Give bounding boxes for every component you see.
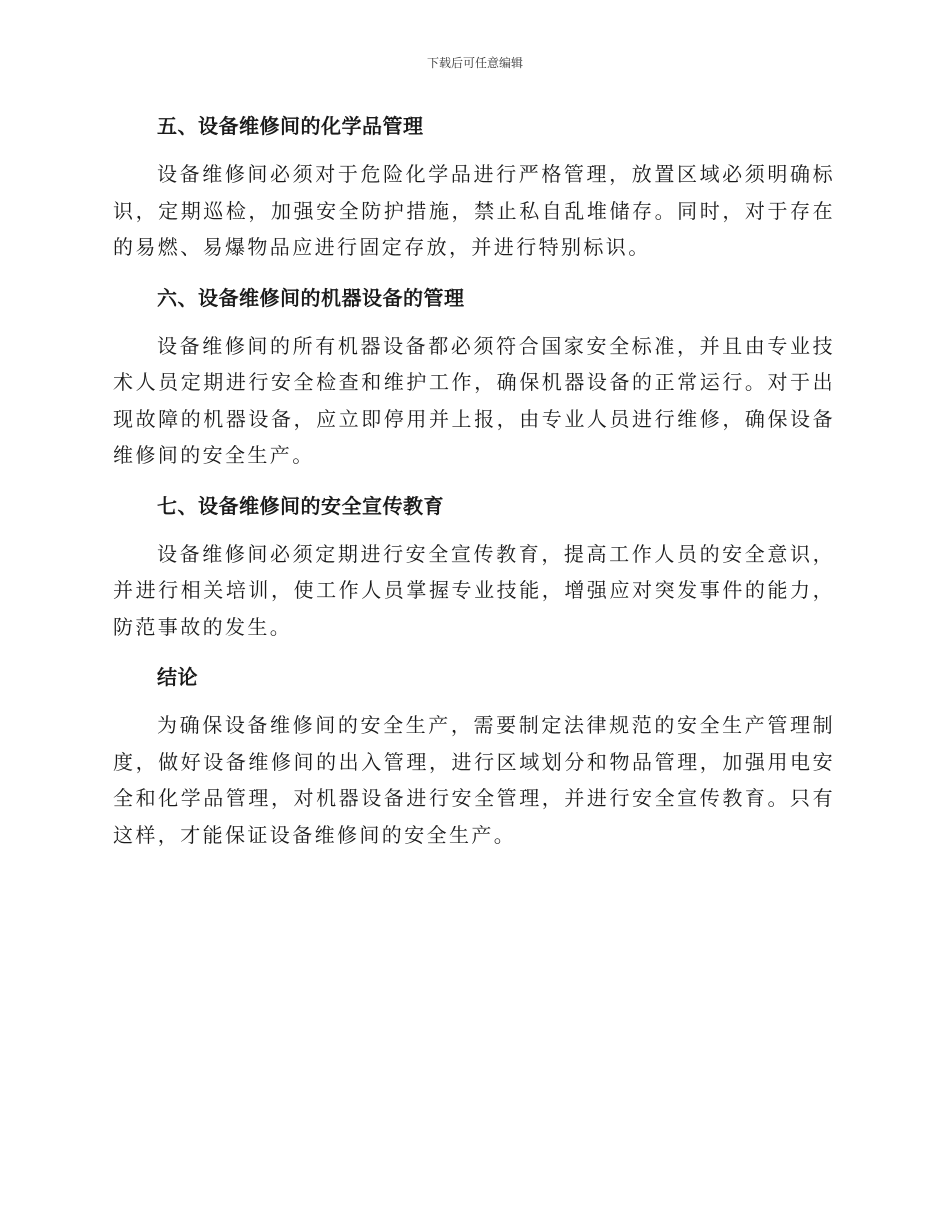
section-paragraph: 为确保设备维修间的安全生产，需要制定法律规范的安全生产管理制度，做好设备维修间的出入管理，进行区域划分和物品管理，加强用电安全和化学品管理，对机器设备进行安全管理，并进行安全宣传教育。只有这样，才能保证设备维修间的安全生产。 xyxy=(113,713,835,847)
section-safety-education xyxy=(113,488,835,646)
page-header-note: 下载后可任意编辑 xyxy=(426,56,523,70)
section-machine-management xyxy=(113,280,835,474)
section-heading: 结论 xyxy=(157,665,198,689)
section-paragraph: 设备维修间的所有机器设备都必须符合国家安全标准，并且由专业技术人员定期进行安全检查和维护工作，确保机器设备的正常运行。对于出现故障的机器设备，应立即停用并上报，由专业人员进行维修，确保设备维修间的安全生产。 xyxy=(113,333,835,467)
section-heading: 六、设备维修间的机器设备的管理 xyxy=(157,285,465,310)
section-paragraph: 设备维修间必须对于危险化学品进行严格管理，放置区域必须明确标识，定期巡检，加强安全防护措施，禁止私自乱堆储存。同时，对于存在的易燃、易爆物品应进行固定存放，并进行特别标识。 xyxy=(113,162,835,259)
document-body xyxy=(113,108,835,867)
section-heading: 五、设备维修间的化学品管理 xyxy=(157,114,424,138)
section-chemical-management xyxy=(113,108,835,266)
section-conclusion xyxy=(113,659,835,853)
section-heading: 七、设备维修间的安全宣传教育 xyxy=(157,493,444,518)
section-paragraph: 设备维修间必须定期进行安全宣传教育，提高工作人员的安全意识，并进行相关培训，使工作人员掌握专业技能，增强应对突发事件的能力，防范事故的发生。 xyxy=(113,541,835,639)
